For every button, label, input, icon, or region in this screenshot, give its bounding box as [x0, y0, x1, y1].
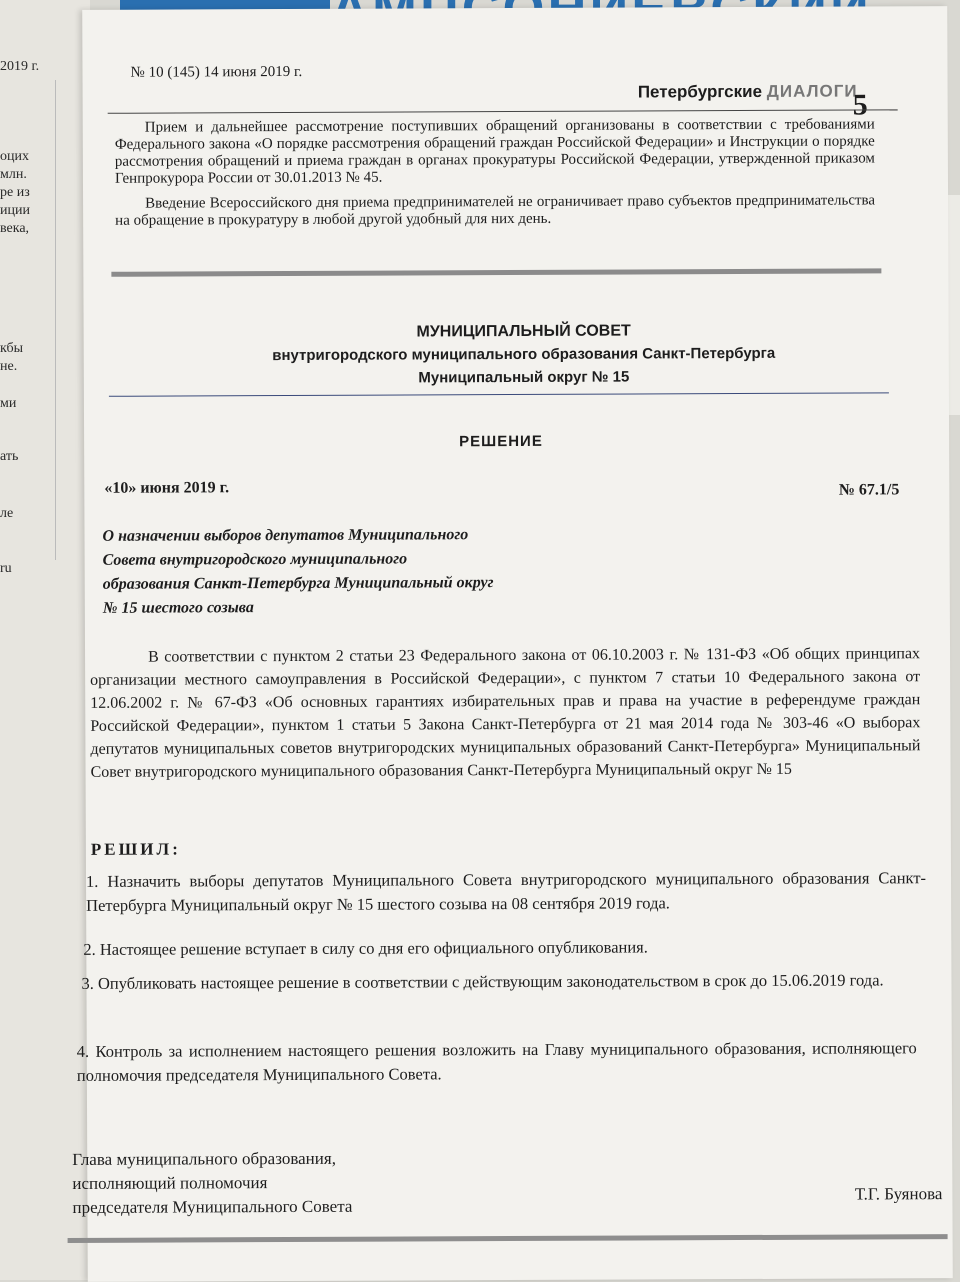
intro-paragraph: Прием и дальнейшее рассмотрение поступивших обращений организованы в соответствии с требованиями Федерального закона «О порядке рассмотрения обращений граждан Российской Федерации» и Инструкции о порядке рассмотрения обращений и приема граждан в органах прокуратуры Российской Федерации, утвержденной приказом Генпрокурора России от 30.01.2013 № 45.	[114, 116, 875, 187]
signature-line: Глава муниципального образования,	[72, 1148, 336, 1169]
fragment-text: оцих	[0, 149, 29, 164]
fragment-text: иции	[0, 203, 30, 218]
newspaper-name-part1: Петербургские	[637, 81, 763, 102]
fragment-text: века,	[0, 221, 30, 236]
newspaper-name	[638, 82, 858, 103]
newspaper-page	[72, 6, 953, 1282]
fragment-text: ле	[0, 506, 14, 521]
council-rule	[109, 392, 889, 396]
decision-item: 2. Настоящее решение вступает в силу со дня его официального опубликования.	[83, 937, 648, 959]
subject-line: образования Санкт-Петербурга Муниципальный округ	[102, 574, 494, 593]
preamble-paragraph: В соответствии с пунктом 2 статьи 23 Федерального закона от 06.10.2003 г. № 131-ФЗ «Об общих принципах организации местного самоуправления в Российской Федерации», с пунктом 7 статьи 10 Федерального закона от 12.06.2002 г. № 67-ФЗ «Об основных гарантиях избирательных прав и права на участие в референдуме граждан Российской Федерации», пунктом 1 статьи 5 Закона Санкт-Петербурга от 21 мая 2014 года № 303-46 «О выборах депутатов муниципальных советов внутригородских муниципальных образований Санкт-Петербурга» Муниципальный Совет внутригородского муниципального образования Санкт-Петербурга Муниципальный округ № 15	[90, 645, 921, 781]
decision-number: № 67.1/5	[838, 481, 900, 499]
decision-subject	[102, 523, 582, 621]
decision-item: 4. Контроль за исполнением настоящего решения возложить на Главу муниципального образования, исполняющего полномочия председателя Муниципального Совета.	[76, 1038, 917, 1085]
council-subtitle: внутригородского муниципального образования Санкт-Петербурга	[272, 344, 776, 365]
council-district: Муниципальный округ № 15	[418, 368, 630, 387]
decision-item: 1. Назначить выборы депутатов Муниципального Совета внутригородского муниципального образования Санкт-Петербурга Муниципальный округ № 15 шестого созыва на 08 сентября 2019 года.	[85, 868, 927, 915]
fragment-text: млн.	[0, 167, 27, 182]
fragment-text: ми	[0, 396, 17, 411]
council-header	[144, 318, 904, 390]
decision-title: РЕШЕНИЕ	[459, 432, 543, 451]
bottom-rule	[68, 1234, 948, 1243]
fragment-text: кбы	[0, 341, 23, 356]
column-divider	[55, 80, 56, 560]
signature-line: исполняющий полномочия	[72, 1173, 268, 1193]
resolved-heading: РЕШИЛ:	[90, 839, 181, 859]
intro-text	[115, 116, 875, 229]
intro-paragraph: Введение Всероссийского дня приема предпринимателей не ограничивает право субъектов предпринимательства на обращение в прокуратуру в любой другой удобный для них день.	[115, 192, 876, 229]
fragment-text: ru	[0, 561, 12, 576]
fragment-text: ре из	[0, 185, 30, 200]
fragment-text: ать	[0, 449, 19, 464]
page-number: 5	[852, 88, 868, 122]
subject-line: О назначении выборов депутатов Муниципального	[102, 526, 469, 545]
section-rule	[111, 268, 881, 276]
signature-line: председателя Муниципального Совета	[72, 1196, 353, 1217]
newspaper-name-part2: ДИАЛОГИ	[766, 81, 858, 101]
issue-info: № 10 (145) 14 июня 2019 г.	[130, 63, 303, 81]
signatory-name: Т.Г. Буянова	[854, 1184, 943, 1204]
subject-line: № 15 шестого созыва	[102, 599, 254, 617]
decision-item: 3. Опубликовать настоящее решение в соответствии с действующим законодательством в срок до 15.06.2019 года.	[81, 970, 884, 993]
signature-block	[72, 1147, 352, 1220]
decision-date: «10» июня 2019 г.	[104, 479, 230, 497]
subject-line: Совета внутригородского муниципального	[102, 550, 408, 569]
header-rule	[108, 109, 898, 113]
council-title: МУНИЦИПАЛЬНЫЙ СОВЕТ	[416, 322, 631, 341]
adjacent-page-left	[0, 0, 90, 1280]
fragment-text: не.	[0, 359, 18, 374]
fragment-text: 2019 г.	[0, 59, 40, 74]
